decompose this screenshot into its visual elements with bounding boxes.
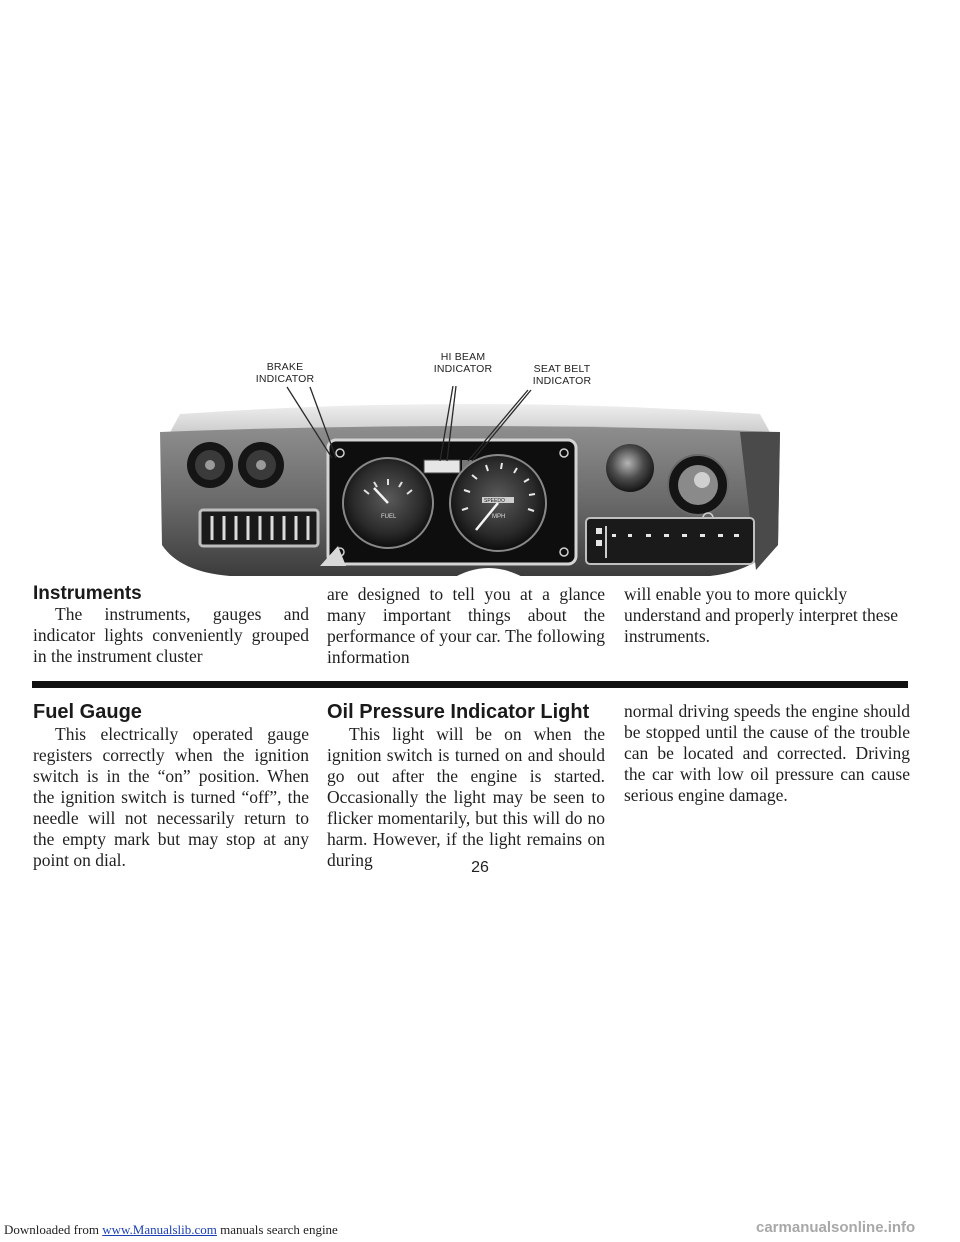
speedo-label: SPEEDO <box>484 498 505 504</box>
footer-suffix: manuals search engine <box>216 1222 338 1237</box>
instrument-panel-figure <box>150 340 790 580</box>
instruments-heading: Instruments <box>33 583 142 604</box>
right-knob-icon <box>606 444 654 492</box>
instruments-text-col2: are designed to tell you at a glance many important things about the performance of your car. The following information <box>327 584 605 667</box>
oil-pressure-text: This light will be on when the ignition switch is turned on and should go out after the engine is started. Occasionally the light may be seen to flicker momentarily, but this will do no harm. However, if the light remains on during <box>327 724 605 870</box>
dashboard-photo <box>150 340 790 580</box>
fuel-gauge-heading: Fuel Gauge <box>33 701 142 723</box>
oil-pressure-continued-text: normal driving speeds the engine should be stopped until the cause of the trouble can be located and corrected. Driving the car with low oil pressure can cause serious engine damage. <box>624 701 910 805</box>
download-footer <box>4 1222 338 1238</box>
callout-seat-belt-indicator: SEAT BELT INDICATOR <box>532 363 592 387</box>
section-divider <box>32 681 908 688</box>
instruments-text-col1: The instruments, gauges and indicator lights conveniently grouped in the instrument cluster <box>33 604 309 666</box>
callout-hi-beam-indicator: HI BEAM INDICATOR <box>433 351 493 375</box>
watermark-logo: carmanualsonline.info <box>756 1219 916 1236</box>
fuel-gauge-text: This electrically operated gauge registers correctly when the ignition switch is in the “on” position. When the ignition switch is turned “off”, the needle will not necessarily return to the empty mark but may stop at any point on dial. <box>33 724 309 870</box>
manualslib-link[interactable]: www.Manualslib.com <box>102 1222 217 1237</box>
oil-pressure-heading: Oil Pressure Indicator Light <box>327 701 590 723</box>
mph-label: MPH <box>492 514 506 520</box>
fuel-label: FUEL <box>381 514 397 520</box>
heater-control-panel <box>586 518 754 564</box>
page-number: 26 <box>471 859 489 876</box>
footer-prefix: Downloaded from <box>4 1222 103 1237</box>
callout-brake-indicator: BRAKE INDICATOR <box>255 361 315 385</box>
instruments-text-col3: will enable you to more quickly understand and properly interpret these instruments. <box>624 584 899 646</box>
